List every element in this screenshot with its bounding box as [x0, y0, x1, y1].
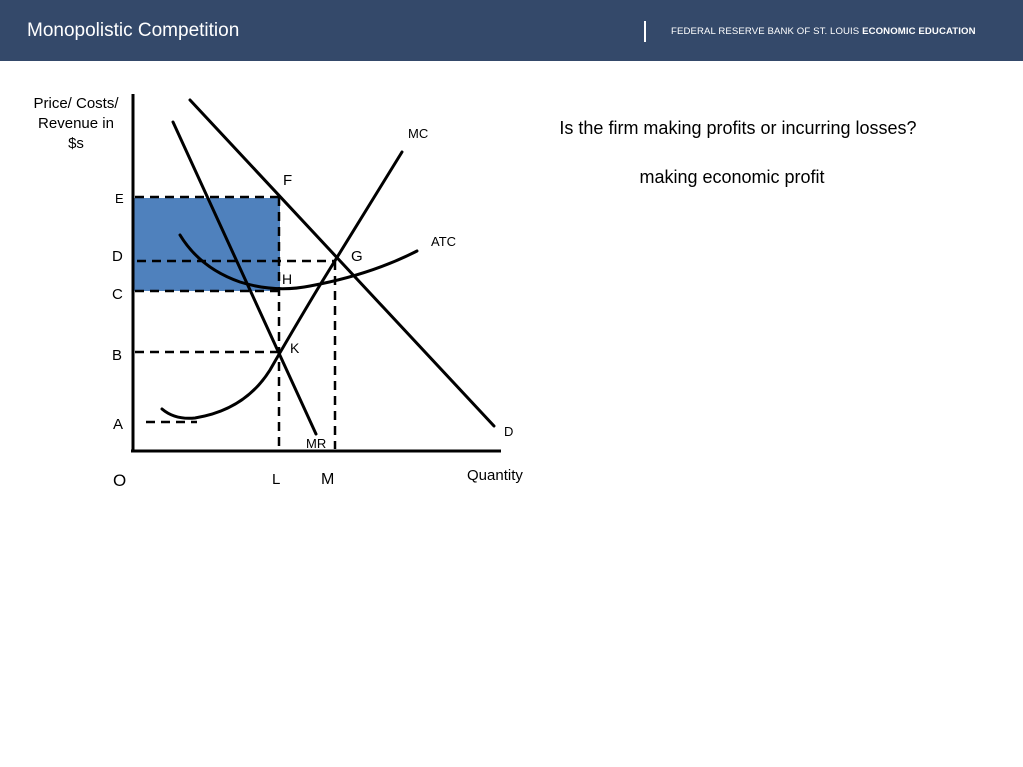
atc-label: ATC: [431, 234, 457, 249]
point-k: K: [290, 340, 300, 356]
label-c: C: [112, 286, 123, 303]
mc-label: MC: [408, 126, 429, 141]
brand-name: FEDERAL RESERVE BANK OF ST. LOUIS: [671, 26, 860, 37]
demand-label: D: [504, 424, 514, 439]
answer-text: making economic profit: [639, 167, 825, 187]
brand-program: ECONOMIC EDUCATION: [862, 26, 976, 37]
point-f: F: [283, 172, 293, 189]
y-axis-label: Price/ Costs/ Revenue in $s: [33, 95, 119, 152]
label-a: A: [113, 416, 124, 433]
label-l: L: [272, 471, 281, 488]
label-b: B: [112, 347, 123, 364]
origin-label: O: [113, 471, 127, 490]
profit-area: [134, 198, 280, 291]
slide-title: Monopolistic Competition: [27, 20, 240, 41]
point-h: H: [282, 271, 293, 287]
mr-label: MR: [306, 436, 327, 451]
question-text: Is the firm making profits or incurring losses?: [559, 118, 917, 138]
x-axis-label: Quantity: [467, 467, 523, 484]
label-e: E: [115, 191, 124, 206]
label-m: M: [321, 471, 335, 488]
point-g: G: [351, 248, 363, 265]
label-d: D: [112, 248, 123, 265]
